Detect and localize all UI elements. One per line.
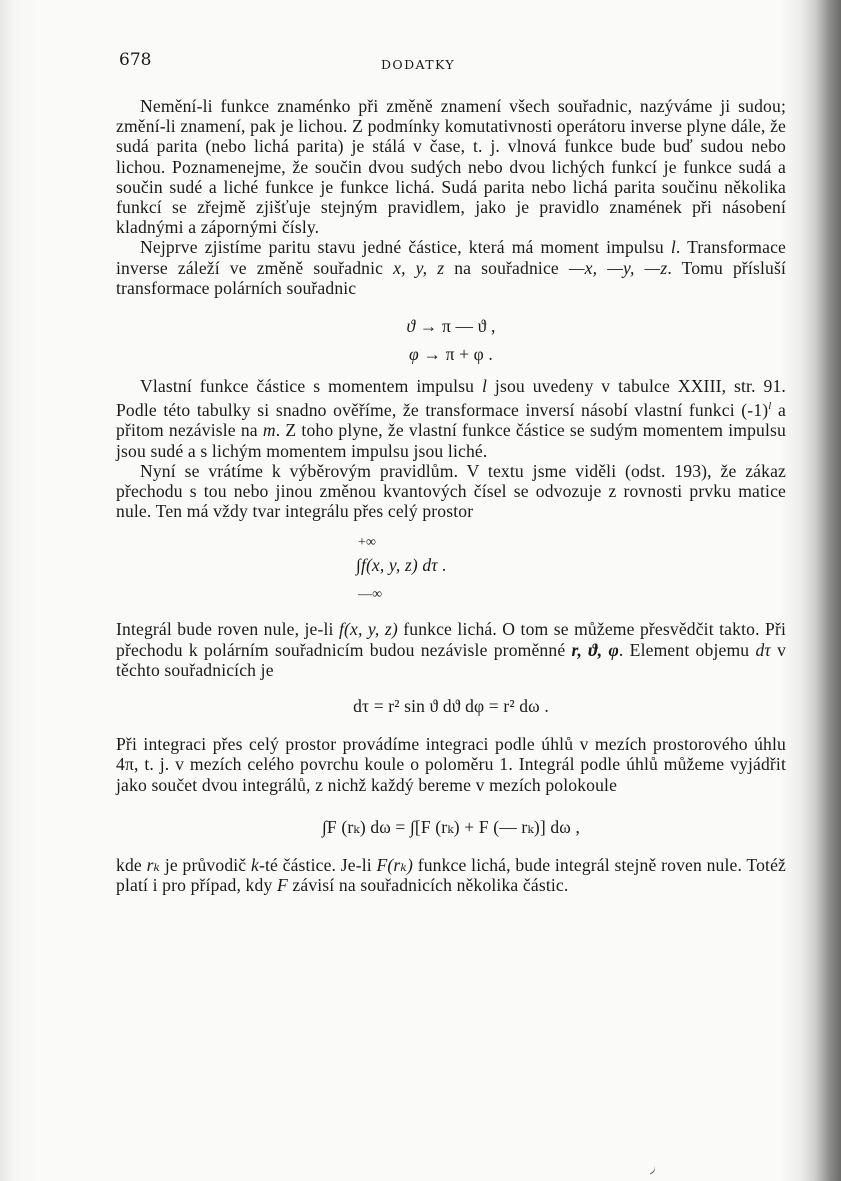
page-header bbox=[119, 50, 819, 72]
ink-mark bbox=[647, 1164, 657, 1174]
equation-integral: +∞ ∫f(x, y, z) dτ . —∞ bbox=[356, 535, 447, 603]
paragraph-integral-zero: Integrál bude roven nule, je-li f(x, y, z) funkce lichá. O tom se můžeme přesvědčit takto. Při přechodu k polárním souřadnicím budou nezávisle proměnné r, ϑ, φ. Element objemu dτ v těchto souřadnicích je bbox=[116, 619, 787, 680]
page-number: 678 bbox=[119, 50, 152, 70]
equation-volume-element: dτ = r² sin ϑ dϑ dφ = r² dω . bbox=[353, 695, 549, 716]
paragraph-single-particle-parity: Nejprve zjistíme paritu stavu jedné částice, která má moment impulsu l. Transformace inverse záleží ve změně souřadnic x, y, z na souřadnice —x, —y, —z. Tomu přísluší transformace polárních souřadnic bbox=[116, 237, 786, 298]
paragraph-selection-rules: Nyní se vrátíme k výběrovým pravidlům. V textu jsme viděli (odst. 193), že zákaz přechodu s tou nebo jinou změnou kvantových čísel se odvozuje z rovnosti prvku matice nule. Ten má vždy tvar integrálu přes celý prostor bbox=[116, 460, 786, 522]
running-head: DODATKY bbox=[381, 57, 456, 72]
paragraph-parity-definition: Nemění-li funkce znaménko při změně znamení všech souřadnic, nazýváme ji sudou; změní-li znamení, pak je lichou. Z podmínky komutativnosti operátoru inverse plyne dále, že sudá parita (nebo lichá parita) je stálá v čase, t. j. vlnová funkce bude buď sudou nebo lichou. Poznamenejme, že součin dvou sudých nebo dvou lichých funkcí je funkce sudá a součin sudé a liché funkce je funkce lichá. Sudá parita nebo lichá parita součinu několika funkcí se zřejmě zjišťuje stejným pravidlem, jako je pravidlo znamének při násobení kladnými a zápornými čísly. bbox=[116, 96, 786, 238]
body-text bbox=[116, 96, 786, 895]
paragraph-eigenfunctions: Vlastní funkce částice s momentem impulsu l jsou uvedeny v tabulce XXIII, str. 91. Podle této tabulky si snadno ověříme, že transformace inversí násobí vlastní funkci $(-1)^l$ a přitom nezávisle na m. Z toho plyne, že vlastní funkce částice se sudým momentem impulsu jsou sudé a s lichým momentem impulsu jsou liché. bbox=[116, 376, 787, 461]
paragraph-angular-integration: Při integraci přes celý prostor provádíme integraci podle úhlů v mezích prostorového úhlu 4π, t. j. v mezích celého povrchu koule o poloměru 1. Integrál podle úhlů můžeme vyjádřit jako součet dvou integrálů, z nichž každý bereme v mezích polokoule bbox=[116, 734, 786, 795]
paragraph-conclusion: kde rₖ je průvodič k-té částice. Je-li F(rₖ) funkce lichá, bude integrál stejně roven nule. Totéž platí i pro případ, kdy F závisí na souřadnicích několika částic. bbox=[116, 854, 786, 896]
equation-polar-transform: ϑ → π — ϑ , φ → π + φ . bbox=[406, 316, 496, 365]
equation-hemisphere-sum: ∫F (rₖ) dω = ∫[F (rₖ) + F (— rₖ)] dω , bbox=[321, 816, 580, 837]
